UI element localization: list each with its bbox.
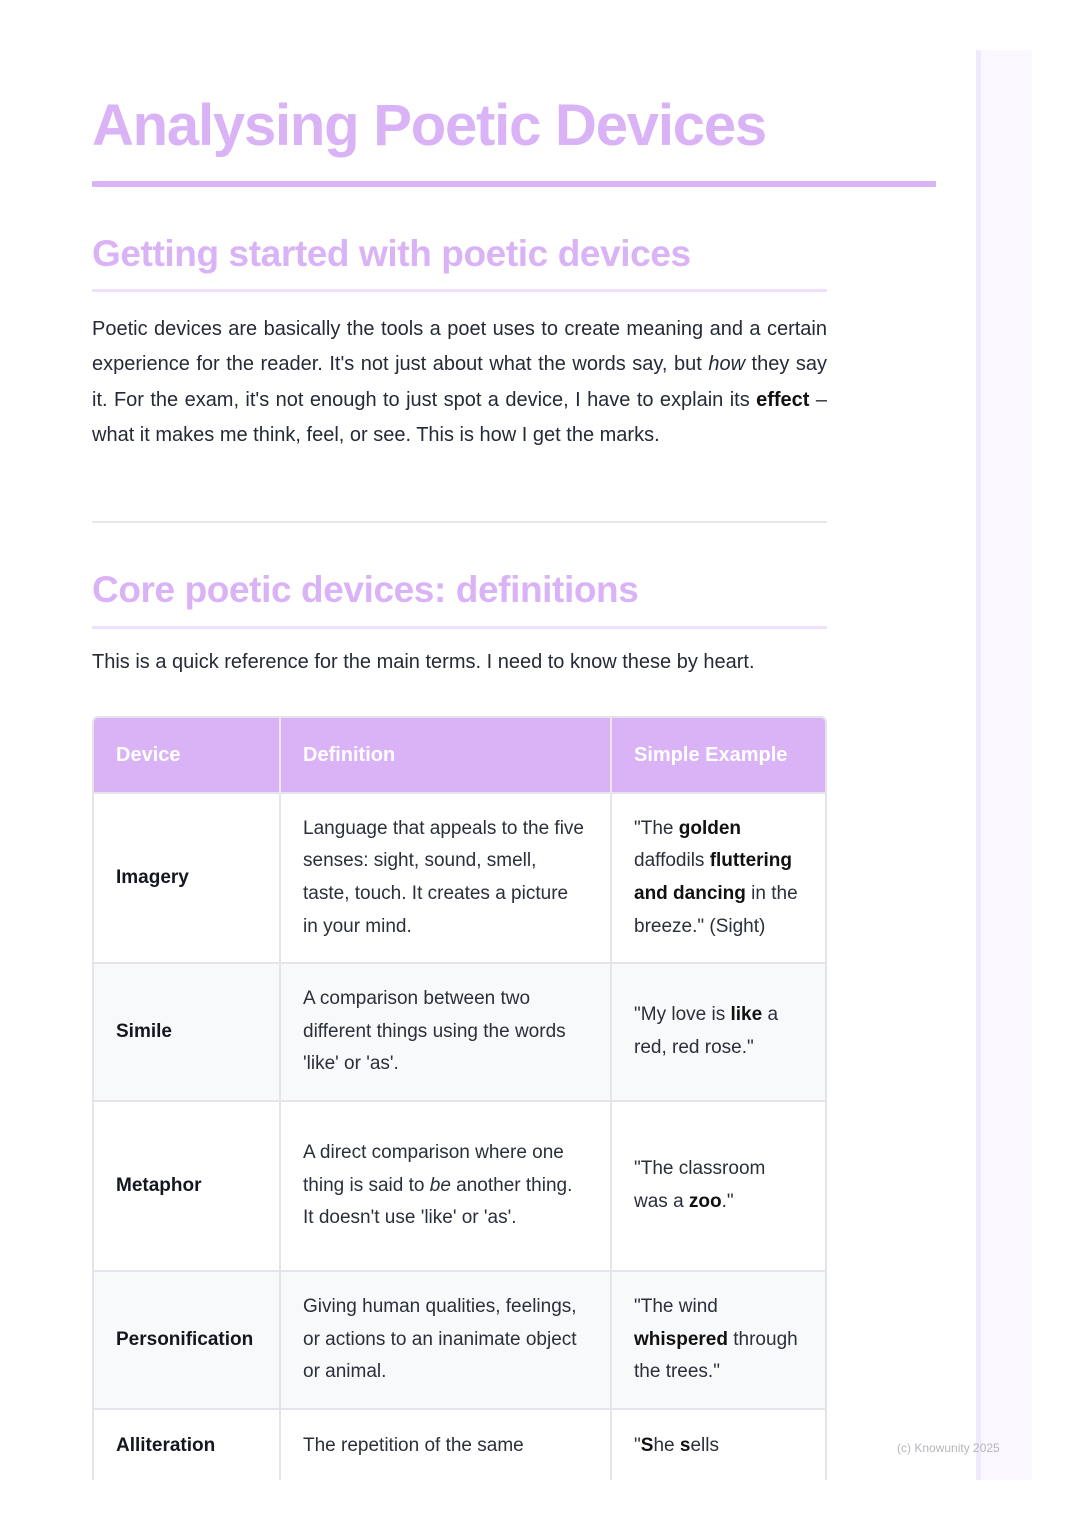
example-text: ." [721,1191,734,1212]
paragraph-text: Poetic devices are basically the tools a poet uses to create meaning and a certain experience for the reader. It's not just about what the words say, but [92,318,827,376]
device-name [94,1409,280,1480]
device-example [611,963,825,1101]
definition-text: A direct comparison where one thing is said to [303,1142,564,1196]
example-text: daffodils [634,850,710,872]
example-text: "The wind [634,1296,718,1318]
section-rule [92,626,827,629]
table-intro: This is a quick reference for the main terms. I need to know these by heart. [92,651,755,673]
column-header-device: Device [94,718,280,793]
device-name: Metaphor [94,1101,280,1271]
section-heading-getting-started: Getting started with poetic devices [92,233,691,274]
paragraph-text: – what it makes me think, feel, or see. This is how I get the marks. [92,388,827,446]
devices-table [92,716,827,1480]
example-text: a red, red rose." [634,1004,779,1058]
table-row [94,963,825,1101]
example-highlight: s [679,1435,691,1456]
section-divider [92,521,827,523]
device-definition [280,1101,611,1271]
column-header-example: Simple Example [611,718,825,793]
table-row [94,1271,825,1409]
example-text: "My love is [634,1004,731,1026]
document-page [92,0,937,1480]
example-text: "The classroom was a [634,1158,766,1212]
example-highlight: zoo [688,1191,722,1212]
device-example [611,1101,825,1271]
device-example [611,1409,825,1480]
table-row [94,1101,825,1271]
example-line [634,1410,803,1463]
example-highlight: fluttering and dancing [634,850,793,904]
table-header-row [94,718,825,793]
definition-text: The repetition of the same [303,1435,524,1456]
table-row [94,1409,825,1480]
page-title: Analysing Poetic Devices [92,93,766,158]
title-rule [92,181,936,187]
example-text: " [634,1435,641,1456]
bold-effect: effect [756,388,810,411]
example-highlight: golden [678,817,742,839]
device-name: Simile [94,963,280,1101]
example-highlight: like [730,1004,763,1026]
example-highlight: S [640,1435,654,1456]
side-panel [976,50,1032,1480]
paragraph-text: they say it. For the exam, it's not enough to just spot a device, I have to explain its [92,353,827,411]
device-name: Personification [94,1271,280,1409]
device-definition [280,1409,611,1480]
device-name-text: Alliteration [116,1435,216,1456]
device-example [611,1271,825,1409]
device-definition: Language that appeals to the five senses: sight, sound, smell, taste, touch. It creates a picture in your mind. [280,793,611,963]
definition-emphasis: be [429,1174,451,1196]
device-example [611,793,825,963]
device-definition: A comparison between two different things using the words 'like' or 'as'. [280,963,611,1101]
example-text: he [653,1435,680,1456]
example-text: through the trees." [634,1328,798,1383]
example-text: "The [634,817,679,839]
intro-paragraph [92,312,827,453]
emphasis-how: how [708,353,746,376]
copyright-footer: (c) Knowunity 2025 [897,1441,1000,1455]
example-text: ells [690,1435,719,1456]
table-row [94,793,825,963]
device-definition: Giving human qualities, feelings, or actions to an inanimate object or animal. [280,1271,611,1409]
example-highlight: whispered [634,1328,728,1350]
example-text: in the breeze." (Sight) [634,883,798,937]
section-heading-definitions: Core poetic devices: definitions [92,569,639,610]
device-name: Imagery [94,793,280,963]
definition-text: another thing. It doesn't use 'like' or 'as'. [303,1174,573,1229]
column-header-definition: Definition [280,718,611,793]
section-rule [92,289,827,292]
